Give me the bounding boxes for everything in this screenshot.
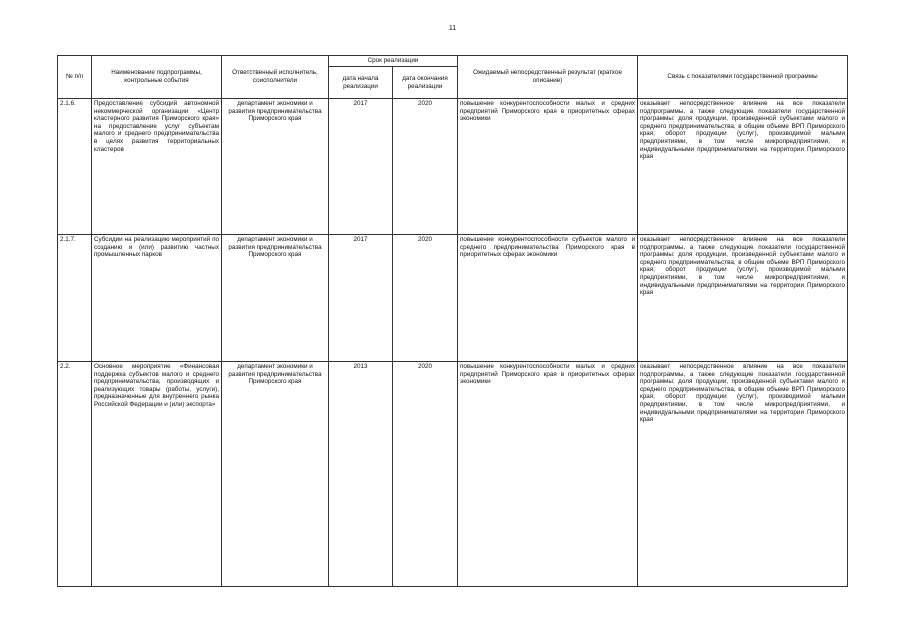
row-name: Предоставление субсидий автономной некоммерческой организации «Центр кластерного развития Приморского края» на предоставление услуг субъектам малого и среднего предпринимательства в целях развития территориальных кластеров [92, 99, 222, 235]
row-num: 2.1.6. [58, 99, 92, 235]
row-start: 2017 [329, 99, 393, 235]
header-num: № п/п [58, 56, 92, 99]
row-responsible: департамент экономики и развития предпринимательства Приморского края [222, 362, 329, 587]
row-link: оказывает непосредственное влияние на все показатели подпрограммы, а также следующие показатели государственной программы: доля продукции, произведенной субъектами малого и среднего предпринимательства, в общем объеме ВРП Приморского края; оборот продукции (услуг), производимой малыми предприятиями, в том числе микропредприятиями, и индивидуальными предпринимателями на территории Приморского края [638, 235, 848, 362]
row-end: 2020 [393, 99, 458, 235]
row-link: оказывает непосредственное влияние на все показатели подпрограммы, а также следующие показатели государственной программы: доля продукции, произведенной субъектами малого и среднего предпринимательства, в общем объеме ВРП Приморского края; оборот продукции (услуг), производимой малыми предприятиями, в том числе микропредприятиями, и индивидуальными предпринимателями на территории Приморского края [638, 362, 848, 587]
row-num: 2.2. [58, 362, 92, 587]
row-name: Субсидии на реализацию мероприятий по созданию и (или) развитию частных промышленных парков [92, 235, 222, 362]
row-name: Основное мероприятие «Финансовая поддержка субъектов малого и среднего предпринимательства, производящих и реализующих товары (работы, услуги), предназначенные для внутреннего рынка Российской Федерации и (или) экспорта» [92, 362, 222, 587]
row-num: 2.1.7. [58, 235, 92, 362]
row-result: повышение конкурентоспособности малых и средних предприятий Приморского края в приоритетных сферах экономики [458, 99, 638, 235]
row-start: 2013 [329, 362, 393, 587]
row-result: повышение конкурентоспособности субъектов малого и среднего предпринимательства Приморского края в приоритетных сферах экономики [458, 235, 638, 362]
header-link: Связь с показателями государственной программы [638, 56, 848, 99]
row-link: оказывает непосредственное влияние на все показатели подпрограммы, а также следующие показатели государственной программы: доля продукции, произведенной субъектами малого и среднего предпринимательства, в общем объеме ВРП Приморского края; оборот продукции (услуг), производимой малыми предприятиями, в том числе микропредприятиями, и индивидуальными предпринимателями на территории Приморского края [638, 99, 848, 235]
table-row [58, 235, 848, 362]
header-end: дата окончания реализации [393, 67, 458, 99]
header-period: Срок реализации [329, 56, 458, 67]
page-number: 11 [448, 25, 457, 32]
table-row [58, 362, 848, 587]
header-name: Наименование подпрограммы, контрольные события [92, 56, 222, 99]
row-result: повышение конкурентоспособности малых и средних предприятий Приморского края в приоритетных сферах экономики [458, 362, 638, 587]
row-start: 2017 [329, 235, 393, 362]
header-result: Ожидаемый непосредственный результат (краткое описание) [458, 56, 638, 99]
table-row [58, 99, 848, 235]
program-table [57, 55, 848, 587]
row-responsible: департамент экономики и развития предпринимательства Приморского края [222, 235, 329, 362]
row-end: 2020 [393, 235, 458, 362]
header-responsible: Ответственный исполнитель, соисполнители [222, 56, 329, 99]
header-start: дата начала реализации [329, 67, 393, 99]
row-responsible: департамент экономики и развития предпринимательства Приморского края [222, 99, 329, 235]
row-end: 2020 [393, 362, 458, 587]
